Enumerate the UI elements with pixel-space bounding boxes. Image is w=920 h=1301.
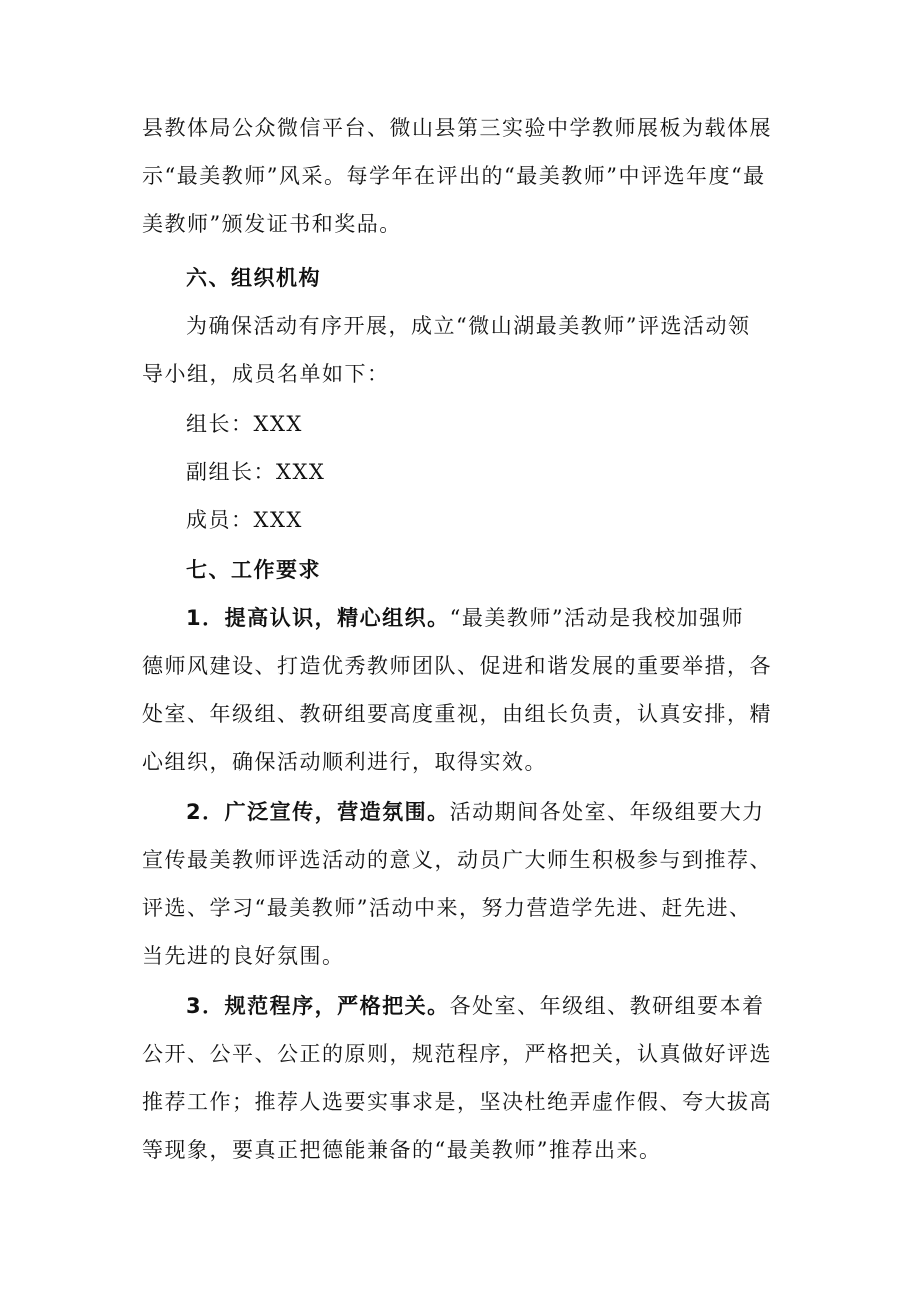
member-line: 组长：XXX bbox=[186, 412, 303, 436]
paragraph-line: 公开、公平、公正的原则，规范程序，严格把关，认真做好评选 bbox=[142, 1042, 772, 1066]
item-lead: 1．提高认识，精心组织。 bbox=[186, 606, 450, 630]
item-text: 各处室、年级组、教研组要本着 bbox=[449, 994, 765, 1018]
paragraph-line: 为确保活动有序开展，成立“微山湖最美教师”评选活动领 bbox=[186, 314, 751, 338]
paragraph-line: 评选、学习“最美教师”活动中来，努力营造学先进、赶先进、 bbox=[142, 896, 752, 920]
paragraph-line: 等现象，要真正把德能兼备的“最美教师”推荐出来。 bbox=[142, 1138, 662, 1162]
member-leader bbox=[142, 400, 802, 448]
paragraph-line: 导小组，成员名单如下： bbox=[142, 362, 390, 386]
member-members bbox=[142, 496, 802, 544]
requirement-item-3 bbox=[142, 982, 802, 1174]
paragraph-line bbox=[142, 788, 802, 836]
section-heading-7 bbox=[142, 546, 802, 594]
section-heading-6 bbox=[142, 254, 802, 302]
member-line: 副组长：XXX bbox=[186, 460, 326, 484]
member-deputy bbox=[142, 448, 802, 496]
paragraph-line: 县教体局公众微信平台、微山县第三实验中学教师展板为载体展 bbox=[142, 116, 772, 140]
paragraph-line bbox=[142, 982, 802, 1030]
section-title: 七、工作要求 bbox=[186, 558, 321, 582]
intro-paragraph bbox=[142, 104, 802, 248]
requirement-item-2 bbox=[142, 788, 802, 980]
paragraph-line: 德师风建设、打造优秀教师团队、促进和谐发展的重要举措，各 bbox=[142, 654, 772, 678]
section6-paragraph bbox=[142, 302, 802, 398]
section-title: 六、组织机构 bbox=[186, 266, 321, 290]
paragraph-line: 示“最美教师”风采。每学年在评出的“最美教师”中评选年度“最 bbox=[142, 164, 766, 188]
paragraph-line: 美教师”颁发证书和奖品。 bbox=[142, 212, 402, 236]
paragraph-line: 推荐工作；推荐人选要实事求是，坚决杜绝弄虚作假、夸大拔高 bbox=[142, 1090, 772, 1114]
item-lead: 3．规范程序，严格把关。 bbox=[186, 994, 450, 1018]
item-text: “最美教师”活动是我校加强师 bbox=[449, 606, 745, 630]
paragraph-line: 当先进的良好氛围。 bbox=[142, 944, 345, 968]
member-line: 成员：XXX bbox=[186, 508, 303, 532]
paragraph-line bbox=[142, 594, 802, 642]
item-lead: 2．广泛宣传，营造氛围。 bbox=[186, 800, 450, 824]
paragraph-line: 处室、年级组、教研组要高度重视，由组长负责，认真安排，精 bbox=[142, 702, 772, 726]
item-text: 活动期间各处室、年级组要大力 bbox=[449, 800, 765, 824]
requirement-item-1 bbox=[142, 594, 802, 786]
paragraph-line: 心组织，确保活动顺利进行，取得实效。 bbox=[142, 750, 547, 774]
paragraph-line: 宣传最美教师评选活动的意义，动员广大师生积极参与到推荐、 bbox=[142, 848, 772, 872]
